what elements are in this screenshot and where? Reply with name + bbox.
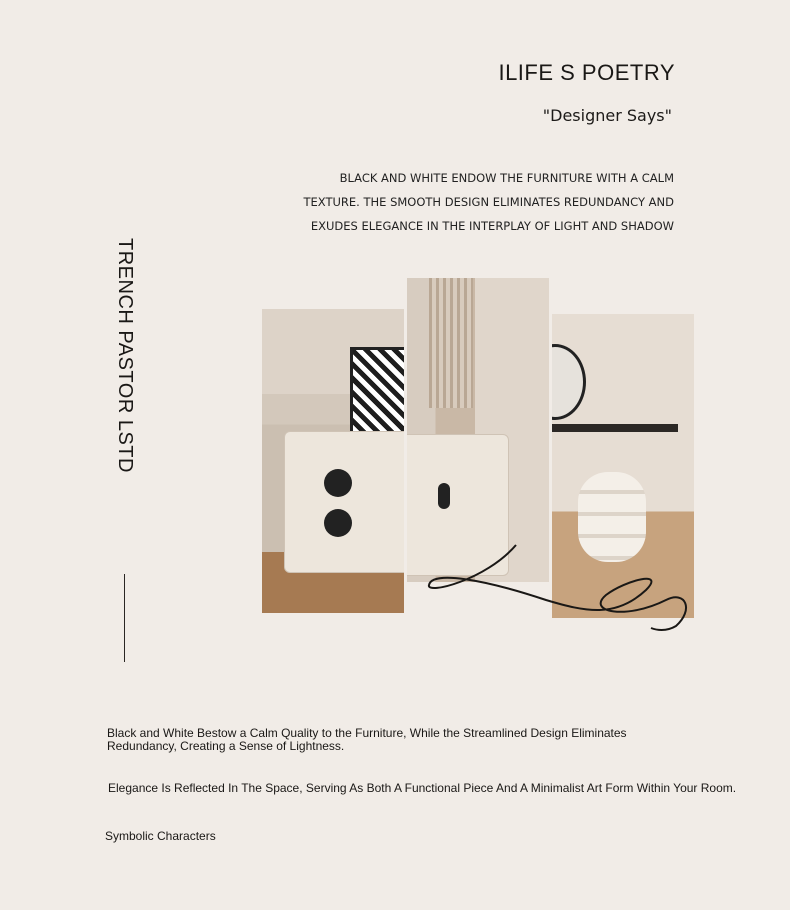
body-paragraph: Elegance Is Reflected In The Space, Serving As Both A Functional Piece And A Minimalist Art Form Within Your Room. <box>108 781 737 795</box>
decorative-scribble <box>426 540 696 632</box>
body-paragraph: Black and White Bestow a Calm Quality to the Furniture, While the Streamlined Design Eliminates Redundancy, Creating a Sense of Lightness. <box>107 726 627 753</box>
section-label: Symbolic Characters <box>105 829 216 843</box>
intro-line: TEXTURE. THE SMOOTH DESIGN ELIMINATES REDUNDANCY AND <box>303 195 674 209</box>
intro-text <box>254 166 674 238</box>
intro-line: EXUDES ELEGANCE IN THE INTERPLAY OF LIGHT AND SHADOW <box>310 219 674 233</box>
cabinet-knob <box>324 469 352 497</box>
vertical-divider <box>124 574 125 662</box>
wall-panel <box>429 278 473 408</box>
cabinet <box>284 431 404 573</box>
cabinet-handle <box>438 483 450 509</box>
product-image-center <box>407 278 549 582</box>
vertical-brand-text: TRENCH PASTOR LSTD <box>114 238 136 473</box>
subtitle: "Designer Says" <box>542 106 672 125</box>
cabinet-knob <box>324 509 352 537</box>
round-mirror <box>552 344 586 420</box>
zebra-art <box>350 347 404 435</box>
intro-line: BLACK AND WHITE ENDOW THE FURNITURE WITH A CALM <box>339 171 674 185</box>
product-image-left <box>262 309 404 613</box>
vanity-desk <box>552 424 678 432</box>
brand-title: ILIFE S POETRY <box>498 60 675 85</box>
